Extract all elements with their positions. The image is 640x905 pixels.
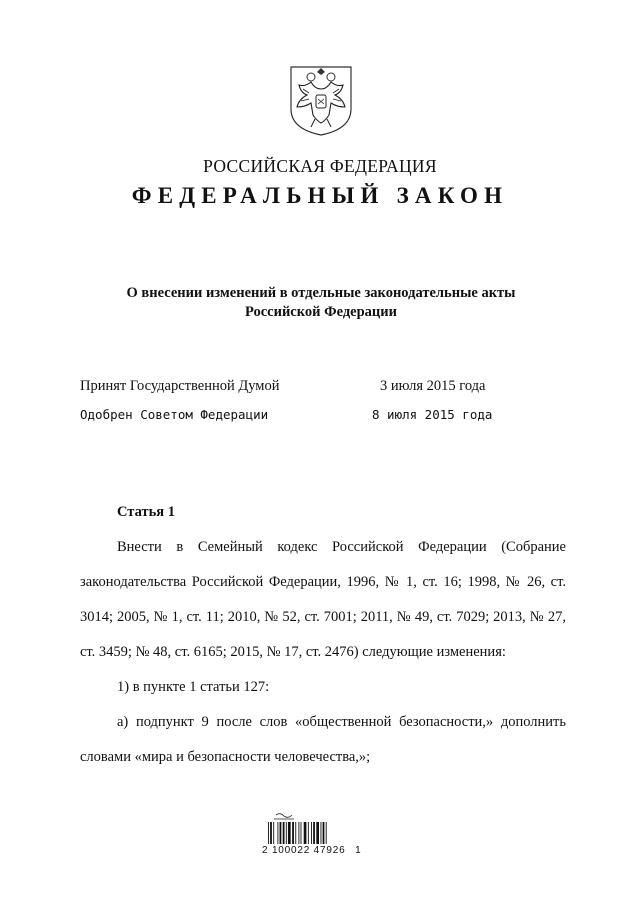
country-heading: РОССИЙСКАЯ ФЕДЕРАЦИЯ xyxy=(203,156,437,176)
duma-adoption-date: 3 июля 2015 года xyxy=(380,378,486,394)
law-title xyxy=(80,284,562,322)
council-approval-date: 8 июля 2015 года xyxy=(372,407,493,422)
council-approval-label: Одобрен Советом Федерации xyxy=(80,407,269,422)
article-paragraph: Внести в Семейный кодекс Российской Федерации (Собрание законодательства Российской Федерации, 1996, № 1, ст. 16; 1998, № 26, ст. 3014; 2005, № 1, ст. 11; 2010, № 52, ст. 7001; 2011, № 49, ст. 7029; 2013, № 27, ст. 3459; № 48, ст. 6165; 2015, № 17, ст. 2476) следующие изменения: xyxy=(80,539,566,660)
law-type-heading: ФЕДЕРАЛЬНЫЙ ЗАКОН xyxy=(131,183,509,208)
barcode-mark: 1 xyxy=(355,845,362,856)
barcode-number xyxy=(262,845,361,856)
barcode-digits: 2 100022 47926 xyxy=(262,845,346,856)
law-title-line-1: О внесении изменений в отдельные законодательные акты xyxy=(126,285,516,301)
article-body xyxy=(80,530,566,775)
coat-of-arms-icon xyxy=(287,63,355,137)
article-heading: Статья 1 xyxy=(117,504,175,520)
article-paragraph: 1) в пункте 1 статьи 127: xyxy=(117,679,270,695)
duma-adoption-label: Принят Государственной Думой xyxy=(80,378,280,394)
law-title-line-2: Российской Федерации xyxy=(244,304,397,320)
article-paragraph: а) подпункт 9 после слов «общественной безопасности,» дополнить словами «мира и безопасности человечества,»; xyxy=(80,714,566,765)
